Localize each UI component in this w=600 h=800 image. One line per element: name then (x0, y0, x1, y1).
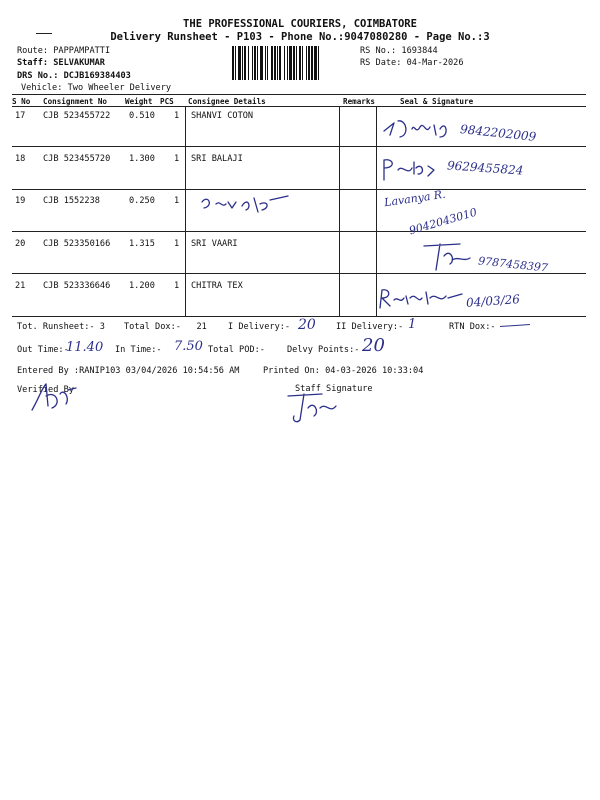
cell-consignment: CJB 523455720 (43, 154, 111, 164)
company-title: THE PROFESSIONAL COURIERS, COIMBATORE (183, 18, 417, 30)
ii-delivery (336, 322, 403, 332)
rs-date-label: RS Date: (360, 58, 402, 68)
staff-value: SELVAKUMAR (53, 58, 105, 68)
staff-line (17, 58, 105, 68)
barcode-bar (296, 46, 297, 80)
vehicle-value: Two Wheeler Delivery (67, 83, 172, 93)
cell-weight: 0.510 (129, 111, 155, 121)
barcode-bar (279, 46, 281, 80)
rs-date-value: 04-Mar-2026 (406, 58, 464, 68)
tot-runsheet-value: 3 (99, 322, 105, 332)
total-dox-value: 21 (196, 322, 207, 332)
barcode-bar (260, 46, 263, 80)
printed-on: Printed On: 04-03-2026 10:33:04 (263, 366, 424, 376)
cell-sno: 21 (15, 281, 26, 291)
row-rule (12, 146, 586, 147)
rtn-dox-label: RTN Dox:- (449, 322, 496, 332)
signature-row-20 (420, 240, 474, 274)
in-time (115, 345, 162, 355)
rs-no-line (360, 46, 438, 56)
barcode (232, 46, 356, 80)
cell-weight: 0.250 (129, 196, 155, 206)
cell-consignment: CJB 523455722 (43, 111, 111, 121)
vehicle-line (21, 83, 171, 93)
cell-consignee: CHITRA TEX (191, 281, 243, 291)
route-line (17, 46, 110, 56)
barcode-bar (293, 46, 295, 80)
rs-no-label: RS No.: (360, 46, 397, 56)
total-dox (124, 322, 207, 332)
barcode-bar (254, 46, 256, 80)
barcode-bar (252, 46, 253, 80)
barcode-bar (274, 46, 276, 80)
barcode-bar (308, 46, 310, 80)
handwritten-phone-row-20: 9787458397 (477, 254, 549, 275)
col-weight: Weight (125, 97, 153, 106)
ii-delivery-label: II Delivery:- (336, 322, 404, 332)
cell-pcs: 1 (174, 111, 180, 121)
rtn-dox (449, 322, 496, 332)
route-value: PAPPAMPATTI (53, 46, 111, 56)
handwritten-name-row-19: Lavanya R. (383, 187, 447, 210)
barcode-bar (311, 46, 313, 80)
col-consignee: Consignee Details (188, 97, 266, 106)
barcode-bar (271, 46, 273, 80)
signature-row-17 (380, 115, 460, 141)
handwritten-delvy-points: 20 (362, 335, 385, 356)
signature-row-18 (378, 156, 440, 184)
drs-line (17, 71, 131, 81)
cell-consignment: CJB 1552238 (43, 196, 100, 206)
handwritten-phone-row-18: 9629455824 (446, 158, 524, 178)
barcode-bar (299, 46, 301, 80)
cell-weight: 1.300 (129, 154, 155, 164)
barcode-bar (248, 46, 249, 80)
verifier-signature (26, 380, 82, 416)
barcode-bar (244, 46, 246, 80)
rs-no-value: 1693844 (401, 46, 438, 56)
barcode-bar (232, 46, 234, 80)
col-remarks: Remarks (343, 97, 376, 106)
rtn-dox-dash (500, 324, 530, 327)
staff-signature-label: Staff Signature (295, 384, 373, 394)
staff-signature-ink (282, 390, 342, 426)
cell-pcs: 1 (174, 281, 180, 291)
i-delivery-label: I Delivery:- (228, 322, 291, 332)
cell-consignment: CJB 523350166 (43, 239, 111, 249)
col-sno: S No (12, 97, 31, 106)
cell-pcs: 1 (174, 196, 180, 206)
delvy-points-label: Delvy Points:- (287, 345, 360, 355)
barcode-bar (318, 46, 319, 80)
barcode-bar (267, 46, 268, 80)
rs-date-line (360, 58, 464, 68)
row-rule (12, 231, 586, 232)
cell-consignee: SHANVI COTON (191, 111, 254, 121)
i-delivery (228, 322, 290, 332)
signature-row-19 (198, 192, 298, 216)
in-time-label: In Time:- (115, 345, 162, 355)
header-mark (36, 33, 52, 34)
cell-consignee: SRI VAARI (191, 239, 238, 249)
barcode-bar (302, 46, 303, 80)
col-pcs: PCS (160, 97, 174, 106)
barcode-bar (306, 46, 307, 80)
out-time-label: Out Time:- (17, 345, 69, 355)
handwritten-i-delivery: 20 (298, 317, 316, 333)
total-pod-label: Total POD:- (208, 345, 265, 355)
delvy-points (287, 345, 359, 355)
cell-sno: 19 (15, 196, 26, 206)
signature-row-21 (376, 284, 468, 312)
barcode-bar (242, 46, 243, 80)
staff-label: Staff: (17, 58, 49, 68)
total-pod (208, 345, 265, 355)
cell-sno: 17 (15, 111, 26, 121)
tot-runsheet-label: Tot. Runsheet:- (17, 322, 95, 332)
barcode-bar (287, 46, 288, 80)
handwritten-date-row-21: 04/03/26 (465, 292, 521, 310)
handwritten-ii-delivery: 1 (408, 317, 417, 332)
route-label: Route: (17, 46, 49, 56)
verified-by: Verified By (17, 385, 74, 395)
cell-sno: 20 (15, 239, 26, 249)
column-divider (339, 106, 340, 316)
table-top-rule (12, 94, 586, 95)
cell-weight: 1.315 (129, 239, 155, 249)
column-divider (185, 106, 186, 316)
table-header-rule (12, 106, 586, 107)
barcode-bar (235, 46, 236, 80)
row-rule (12, 189, 586, 190)
col-consignment: Consignment No (43, 97, 108, 106)
barcode-bar (257, 46, 258, 80)
row-rule (12, 273, 586, 274)
drs-label: DRS No.: (17, 71, 59, 81)
entered-by: Entered By :RANIP103 03/04/2026 10:54:56 AM (17, 366, 240, 376)
barcode-bar (314, 46, 317, 80)
total-dox-label: Total Dox:- (124, 322, 181, 332)
drs-value: DCJB169384403 (63, 71, 131, 81)
cell-pcs: 1 (174, 154, 180, 164)
cell-sno: 18 (15, 154, 26, 164)
barcode-bar (238, 46, 241, 80)
handwritten-phone-row-17: 9842202009 (459, 122, 537, 144)
handwritten-out-time: 11.40 (66, 340, 104, 355)
barcode-bar (277, 46, 278, 80)
handwritten-phone-row-19: 9042043010 (407, 205, 479, 238)
out-time (17, 345, 69, 355)
cell-consignee: SRI BALAJI (191, 154, 243, 164)
cell-pcs: 1 (174, 239, 180, 249)
tot-runsheet (17, 322, 105, 332)
cell-weight: 1.200 (129, 281, 155, 291)
barcode-bar (289, 46, 292, 80)
runsheet-subtitle: Delivery Runsheet - P103 - Phone No.:9047080280 - Page No.:3 (110, 31, 490, 43)
barcode-bar (284, 46, 285, 80)
handwritten-in-time: 7.50 (174, 339, 203, 354)
vehicle-label: Vehicle: (21, 83, 63, 93)
col-seal-signature: Seal & Signature (400, 97, 474, 106)
barcode-bar (265, 46, 266, 80)
cell-consignment: CJB 523336646 (43, 281, 111, 291)
